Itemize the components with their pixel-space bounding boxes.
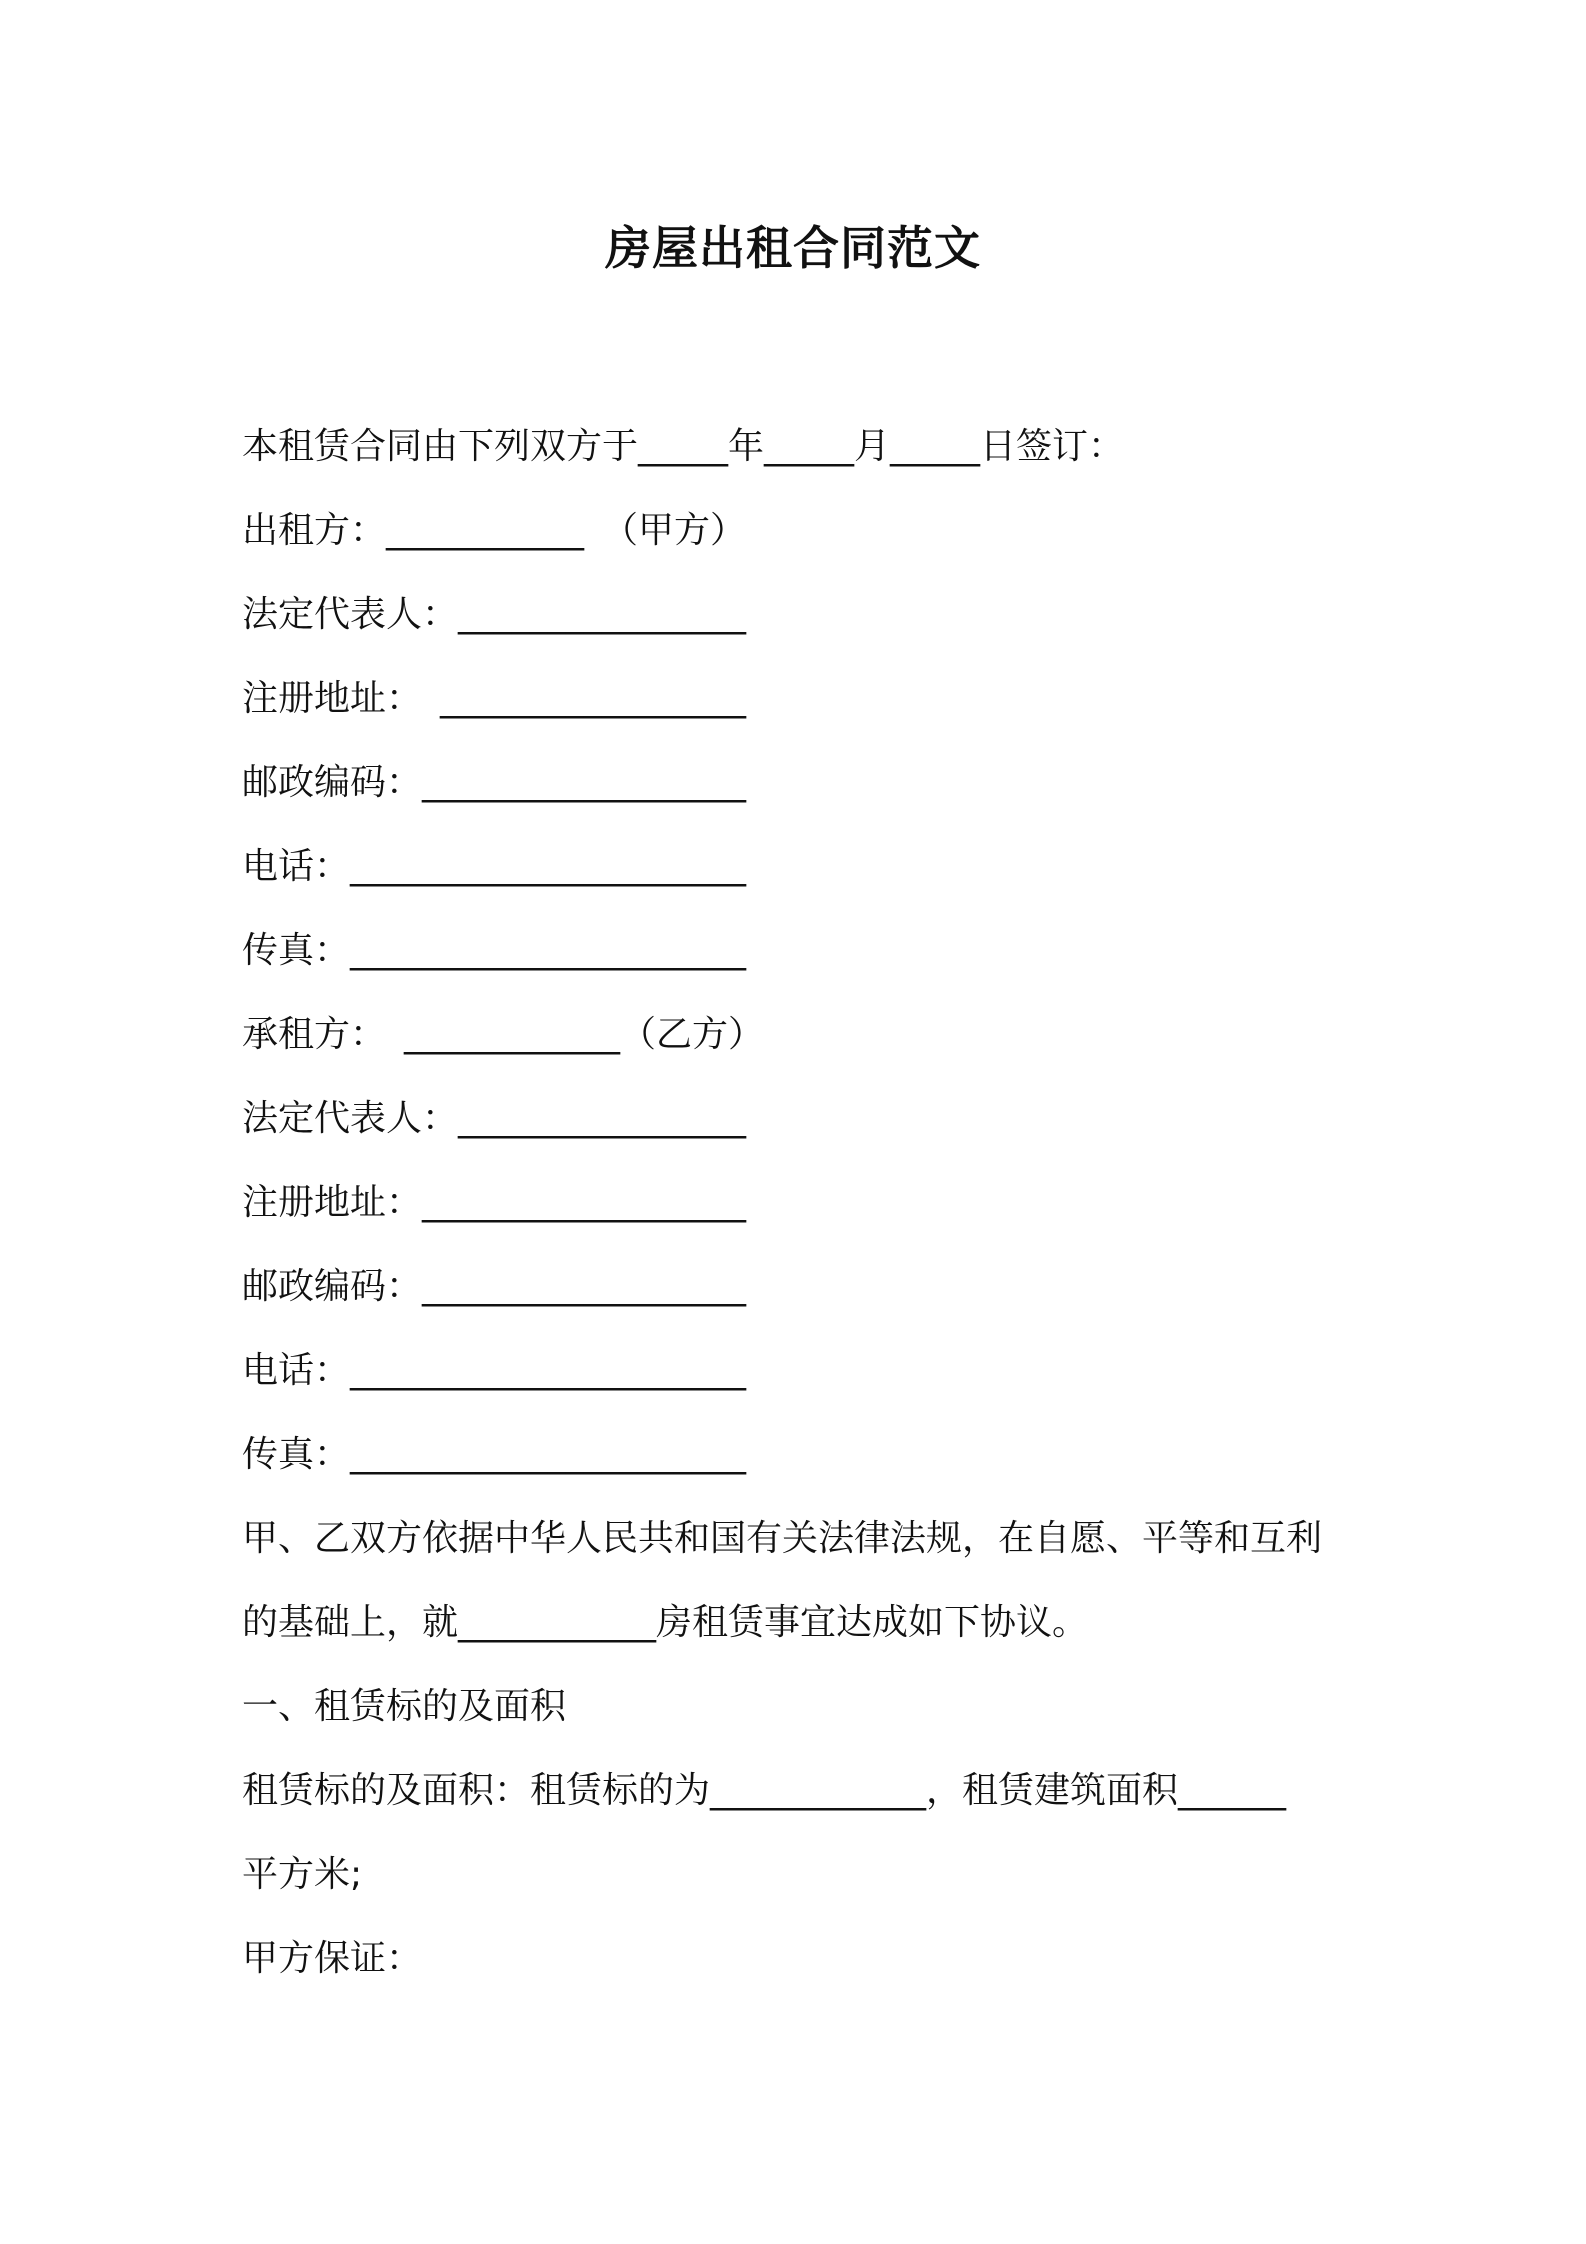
lessor-line: 出租方：___________ （甲方） — [242, 510, 747, 551]
lease-object-area-line-1: 租赁标的及面积：租赁标的为____________，租赁建筑面积______ — [242, 1770, 1287, 1811]
lessee-phone-line: 电话：______________________ — [242, 1350, 747, 1391]
document-body — [242, 405, 1362, 2001]
lessee-postal-code-line: 邮政编码：__________________ — [242, 1266, 747, 1307]
lessee-line: 承租方： ____________（乙方） — [242, 1014, 765, 1055]
lessee-fax-line: 传真：______________________ — [242, 1434, 747, 1475]
lessor-registered-address-line: 注册地址： _________________ — [242, 678, 747, 719]
lease-object-area-line-2: 平方米; — [242, 1854, 363, 1895]
lessor-fax-line: 传真：______________________ — [242, 930, 747, 971]
lessor-phone-line: 电话：______________________ — [242, 846, 747, 887]
lessor-postal-code-line: 邮政编码：__________________ — [242, 762, 747, 803]
agreement-paragraph-line-1: 甲、乙双方依据中华人民共和国有关法律法规，在自愿、平等和互利 — [242, 1518, 1323, 1559]
agreement-paragraph-line-2: 的基础上，就___________房租赁事宜达成如下协议。 — [242, 1602, 1089, 1643]
document-title: 房屋出租合同范文 — [605, 221, 981, 275]
lessor-guarantee-line: 甲方保证： — [242, 1938, 423, 1979]
lessor-legal-representative-line: 法定代表人：________________ — [242, 594, 747, 635]
lessee-legal-representative-line: 法定代表人：________________ — [242, 1098, 747, 1139]
section-heading-lease-object: 一、租赁标的及面积 — [242, 1686, 567, 1727]
lessee-registered-address-line: 注册地址：__________________ — [242, 1182, 747, 1223]
signing-date-line: 本租赁合同由下列双方于_____年_____月_____日签订： — [242, 426, 1125, 467]
